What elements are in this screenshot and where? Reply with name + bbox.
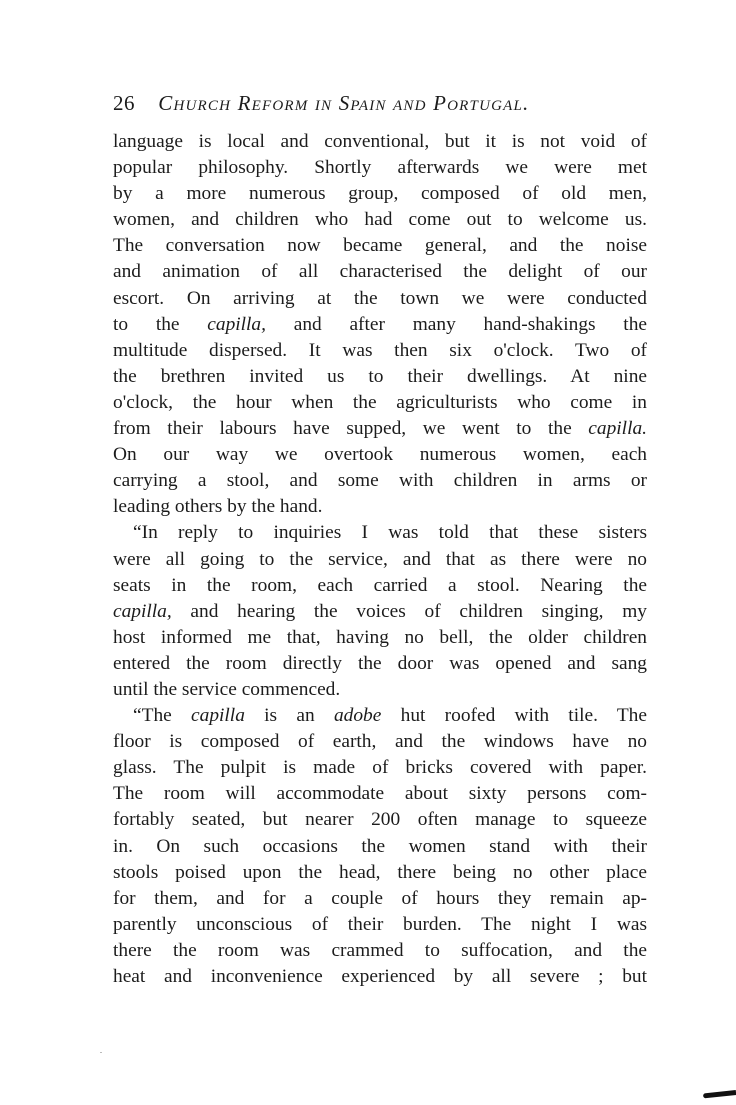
italic-term: capilla. xyxy=(588,418,647,440)
text-line xyxy=(113,729,647,755)
text-line xyxy=(113,807,647,833)
text-line xyxy=(113,651,647,677)
text-run: from their labours have supped, we went to the xyxy=(113,418,589,440)
text-line xyxy=(113,834,647,860)
text-run: floor is composed of earth, and the windows have no xyxy=(113,731,647,753)
running-head-title: Church Reform in Spain and Portugal. xyxy=(158,91,530,115)
text-line xyxy=(113,312,647,338)
text-run: hut roofed with tile. The xyxy=(381,705,647,727)
text-line xyxy=(113,468,647,494)
text-run: The conversation now became general, and the noise xyxy=(113,235,647,257)
text-line xyxy=(113,259,647,285)
text-run: and after many hand-shakings the xyxy=(265,313,647,335)
text-line xyxy=(113,781,647,807)
text-line xyxy=(113,573,647,599)
text-run: popular philosophy. Shortly afterwards we were met xyxy=(113,157,647,179)
text-run: o'clock, the hour when the agriculturists who come in xyxy=(113,391,647,413)
text-run: were all going to the service, and that as there were no xyxy=(113,548,647,570)
text-run: The room will accommodate about sixty persons com- xyxy=(113,783,647,805)
body-text xyxy=(113,129,647,990)
text-run: carrying a stool, and some with children in arms or xyxy=(113,470,647,492)
text-run: to the xyxy=(113,313,208,335)
paragraph xyxy=(113,129,647,520)
text-run: women, and children who had come out to welcome us. xyxy=(113,209,647,231)
paragraph xyxy=(113,520,647,703)
text-line xyxy=(113,703,647,729)
italic-term: capilla, xyxy=(207,313,266,335)
text-line xyxy=(113,207,647,233)
text-line xyxy=(113,677,647,703)
text-run: in. On such occasions the women stand with their xyxy=(113,835,647,857)
text-run: heat and inconvenience experienced by all severe ; but xyxy=(113,966,647,987)
text-line xyxy=(113,390,647,416)
text-line xyxy=(113,233,647,259)
text-line xyxy=(113,964,647,990)
italic-term: capilla, xyxy=(113,600,172,622)
text-line xyxy=(113,181,647,207)
text-line xyxy=(113,442,647,468)
text-line xyxy=(113,155,647,181)
paragraph xyxy=(113,703,647,990)
text-run: entered the room directly the door was opened and sang xyxy=(113,652,647,674)
text-run: stools poised upon the head, there being no other place xyxy=(113,861,647,883)
italic-term: capilla xyxy=(191,705,245,727)
text-run: glass. The pulpit is made of bricks covered with paper. xyxy=(113,757,647,779)
text-line xyxy=(113,599,647,625)
text-run: for them, and for a couple of hours they remain ap- xyxy=(113,887,647,909)
text-run: and hearing the voices of children singing, my xyxy=(171,600,647,622)
text-run: leading others by the hand. xyxy=(113,496,323,518)
text-line xyxy=(113,547,647,573)
text-line xyxy=(113,886,647,912)
text-line xyxy=(113,625,647,651)
page-edge-mark xyxy=(703,1090,736,1098)
text-line xyxy=(113,494,647,520)
text-line xyxy=(113,520,647,546)
text-run: parently unconscious of their burden. The night I was xyxy=(113,913,647,935)
text-line xyxy=(113,860,647,886)
running-head xyxy=(113,88,647,118)
text-run: there the room was crammed to suffocation, and the xyxy=(113,939,647,961)
text-line xyxy=(113,286,647,312)
text-run: multitude dispersed. It was then six o'clock. Two of xyxy=(113,339,647,361)
text-run: by a more numerous group, composed of old men, xyxy=(113,183,647,205)
italic-term: adobe xyxy=(333,705,382,727)
text-run: escort. On arriving at the town we were conducted xyxy=(113,287,647,309)
text-run: host informed me that, having no bell, the older children xyxy=(113,626,647,648)
text-run: and animation of all characterised the delight of our xyxy=(113,261,647,283)
text-line xyxy=(113,938,647,964)
text-run: is an xyxy=(244,705,334,727)
text-run: fortably seated, but nearer 200 often manage to squeeze xyxy=(113,809,647,831)
text-run: language is local and conventional, but it is not void of xyxy=(113,131,647,152)
text-line xyxy=(113,338,647,364)
page-number: 26 xyxy=(113,91,135,115)
text-line xyxy=(113,912,647,938)
text-line xyxy=(113,129,647,155)
text-line xyxy=(113,755,647,781)
page-speck xyxy=(100,1052,102,1053)
text-line xyxy=(113,416,647,442)
text-run: until the service commenced. xyxy=(113,678,341,700)
text-run: seats in the room, each carried a stool. Nearing the xyxy=(113,574,647,596)
text-line xyxy=(113,364,647,390)
text-run: the brethren invited us to their dwellings. At nine xyxy=(113,365,647,387)
text-run: On our way we overtook numerous women, each xyxy=(113,444,647,466)
text-run: “In reply to inquiries I was told that these sisters xyxy=(133,522,647,544)
text-run: “The xyxy=(133,705,192,727)
